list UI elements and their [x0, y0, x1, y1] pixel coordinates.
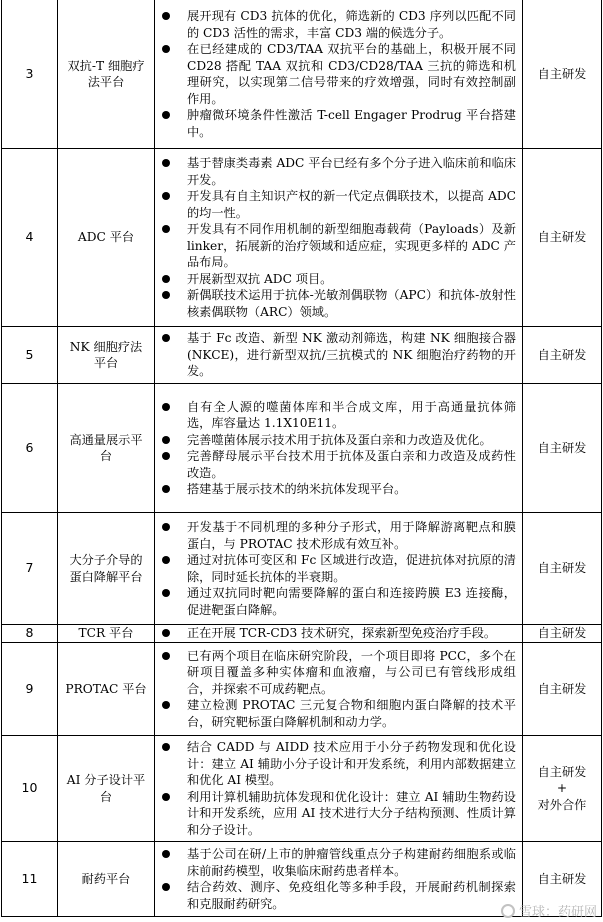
bullet-icon	[162, 793, 170, 801]
bullet-icon	[162, 225, 170, 233]
row-number: 10	[2, 736, 58, 842]
bullet-list	[155, 8, 516, 140]
list-item	[155, 432, 516, 449]
list-item-text: 通过对抗体可变区和 Fc 区域进行改造，促进抗体对抗原的清除，同时延长抗体的半衰期。	[187, 553, 516, 584]
list-item	[155, 585, 516, 618]
platform-description	[155, 625, 523, 643]
bullet-icon	[162, 452, 170, 460]
development-mode: 自主研发 + 对外合作	[523, 736, 602, 842]
list-item-text: 结合药效、测序、免疫组化等多种手段，开展耐药机制探索和克服耐药研究。	[187, 880, 516, 911]
list-item	[155, 155, 516, 188]
list-item-text: 正在开展 TCR-CD3 技术研究，探索新型免疫治疗手段。	[187, 626, 497, 641]
bullet-icon	[162, 436, 170, 444]
list-item-text: 已有两个项目在临床研究阶段，一个项目即将 PCC，多个在研项目覆盖多种实体瘤和血液瘤，与公司已有管线形成组合，并探索不可成药靶点。	[187, 648, 516, 696]
list-item	[155, 648, 516, 698]
list-item-text: 开发具有不同作用机制的新型细胞毒载荷（Payloads）及新 linker，拓展新的治疗领域和适应症，实现更多样的 ADC 产品布局。	[187, 222, 516, 269]
list-item	[155, 41, 516, 107]
bullet-icon	[162, 291, 170, 299]
bullet-list	[155, 519, 516, 618]
table-row	[2, 327, 602, 384]
list-item	[155, 481, 516, 498]
row-number: 7	[2, 513, 58, 625]
bullet-list	[155, 846, 516, 912]
list-item	[155, 330, 516, 380]
list-item-text: 基于 Fc 改造、新型 NK 激动剂筛选，构建 NK 细胞接合器(NKCE)，进行新型双抗/三抗模式的 NK 细胞治疗药物的开发。	[187, 331, 516, 379]
row-number: 5	[2, 327, 58, 384]
development-mode: 自主研发	[523, 625, 602, 643]
bullet-icon	[162, 652, 170, 660]
list-item	[155, 552, 516, 585]
platform-name: 耐药平台	[58, 842, 155, 917]
bullet-icon	[162, 743, 170, 751]
row-number: 6	[2, 384, 58, 513]
list-item-text: 通过双抗同时靶向需要降解的蛋白和连接跨膜 E3 连接酶，促进靶蛋白降解。	[187, 586, 516, 617]
list-item-text: 自有全人源的噬菌体库和半合成文库，用于高通量抗体筛选，库容量达 1.1X10E11。	[187, 399, 516, 430]
list-item-text: 建立检测 PROTAC 三元复合物和细胞内蛋白降解的技术平台，研究靶标蛋白降解机制和动力学。	[187, 698, 516, 729]
bullet-icon	[162, 629, 170, 637]
watermark	[501, 901, 597, 920]
platform-description	[155, 149, 523, 327]
bullet-icon	[162, 403, 170, 411]
list-item-text: 开展新型双抗 ADC 项目。	[187, 271, 333, 286]
bullet-icon	[162, 485, 170, 493]
list-item	[155, 789, 516, 839]
list-item	[155, 399, 516, 432]
platform-name: NK 细胞疗法平台	[58, 327, 155, 384]
development-mode: 自主研发	[523, 384, 602, 513]
list-item	[155, 448, 516, 481]
platform-description	[155, 643, 523, 736]
bullet-list	[155, 399, 516, 498]
row-number: 11	[2, 842, 58, 917]
table-row	[2, 625, 602, 643]
bullet-icon	[162, 12, 170, 20]
bullet-icon	[162, 45, 170, 53]
development-mode: 自主研发	[523, 513, 602, 625]
list-item	[155, 107, 516, 140]
list-item	[155, 697, 516, 730]
list-item-text: 完善酵母展示平台技术用于抗体及蛋白亲和力改造及成药性改造。	[187, 449, 516, 480]
bullet-icon	[162, 556, 170, 564]
list-item-text: 肿瘤微环境条件性激活 T-cell Engager Prodrug 平台搭建中。	[187, 108, 516, 139]
list-item-text: 利用计算机辅助抗体发现和优化设计：建立 AI 辅助生物药设计和开发系统，应用 AI 技术进行大分子结构预测、性质计算和分子设计。	[187, 789, 516, 837]
list-item	[155, 8, 516, 41]
bullet-icon	[162, 275, 170, 283]
platform-description	[155, 513, 523, 625]
list-item-text: 基于替康类毒素 ADC 平台已经有多个分子进入临床前和临床开发。	[187, 156, 516, 187]
development-mode: 自主研发	[523, 0, 602, 149]
development-mode: 自主研发	[523, 327, 602, 384]
bullet-icon	[162, 192, 170, 200]
development-mode: 自主研发	[523, 149, 602, 327]
list-item	[155, 287, 516, 320]
development-mode: 自主研发	[523, 643, 602, 736]
list-item	[155, 221, 516, 271]
platform-description	[155, 736, 523, 842]
table-row	[2, 513, 602, 625]
list-item-text: 完善噬菌体展示技术用于抗体及蛋白亲和力改造及优化。	[187, 432, 492, 447]
list-item	[155, 879, 516, 912]
row-number: 4	[2, 149, 58, 327]
bullet-list	[155, 155, 516, 320]
bullet-icon	[162, 334, 170, 342]
list-item-text: 开发基于不同机理的多种分子形式，用于降解游离靶点和膜蛋白，与 PROTAC 技术形成有效互补。	[187, 520, 516, 551]
list-item	[155, 625, 516, 642]
list-item	[155, 519, 516, 552]
platform-description	[155, 384, 523, 513]
platform-description	[155, 327, 523, 384]
bullet-list	[155, 330, 516, 380]
list-item-text: 搭建基于展示技术的纳米抗体发现平台。	[187, 482, 407, 496]
list-item-text: 基于公司在研/上市的肿瘤管线重点分子构建耐药细胞系或临床前耐药模型，收集临床耐药患者样本。	[187, 847, 516, 878]
platform-description	[155, 842, 523, 917]
table-row	[2, 643, 602, 736]
platform-name: ADC 平台	[58, 149, 155, 327]
platform-name: PROTAC 平台	[58, 643, 155, 736]
platform-table-body	[2, 0, 602, 917]
table-row	[2, 736, 602, 842]
list-item	[155, 846, 516, 879]
table-row	[2, 384, 602, 513]
watermark-text: 雪球：药研网	[518, 905, 597, 920]
table-row	[2, 0, 602, 149]
platform-name: 双抗-T 细胞疗法平台	[58, 0, 155, 149]
list-item	[155, 739, 516, 789]
bullet-icon	[162, 850, 170, 858]
list-item	[155, 271, 516, 288]
bullet-icon	[162, 523, 170, 531]
platform-name: TCR 平台	[58, 625, 155, 643]
bullet-list	[155, 625, 516, 642]
row-number: 3	[2, 0, 58, 149]
bullet-icon	[162, 589, 170, 597]
list-item-text: 开发具有自主知识产权的新一代定点偶联技术，以提高 ADC 的均一性。	[187, 189, 516, 220]
development-mode: 自主研发	[523, 842, 602, 917]
bullet-list	[155, 648, 516, 731]
list-item-text: 在已经建成的 CD3/TAA 双抗平台的基础上，积极开展不同 CD28 搭配 TAA 双抗和 CD3/CD28/TAA 三抗的筛选和机理研究，以实现第二信号带来的疗效增强，同时有效控制副作用。	[187, 42, 516, 106]
snowball-logo-icon	[501, 904, 515, 918]
bullet-icon	[162, 111, 170, 119]
table-row	[2, 149, 602, 327]
bullet-icon	[162, 159, 170, 167]
platform-table	[1, 0, 602, 917]
row-number: 9	[2, 643, 58, 736]
platform-name: 大分子介导的蛋白降解平台	[58, 513, 155, 625]
bullet-icon	[162, 883, 170, 891]
platform-name: 高通量展示平台	[58, 384, 155, 513]
list-item	[155, 188, 516, 221]
bullet-list	[155, 739, 516, 838]
list-item-text: 展开现有 CD3 抗体的优化，筛选新的 CD3 序列以匹配不同的 CD3 活性的需求，丰富 CD3 端的候选分子。	[187, 9, 516, 40]
row-number: 8	[2, 625, 58, 643]
list-item-text: 新偶联技术运用于抗体-光敏剂偶联物（APC）和抗体-放射性核素偶联物（ARC）领域。	[187, 288, 516, 319]
platform-description	[155, 0, 523, 149]
list-item-text: 结合 CADD 与 AIDD 技术应用于小分子药物发现和优化设计：建立 AI 辅助小分子设计和开发系统，利用内部数据建立和优化 AI 模型。	[187, 740, 516, 787]
bullet-icon	[162, 701, 170, 709]
platform-name: AI 分子设计平台	[58, 736, 155, 842]
